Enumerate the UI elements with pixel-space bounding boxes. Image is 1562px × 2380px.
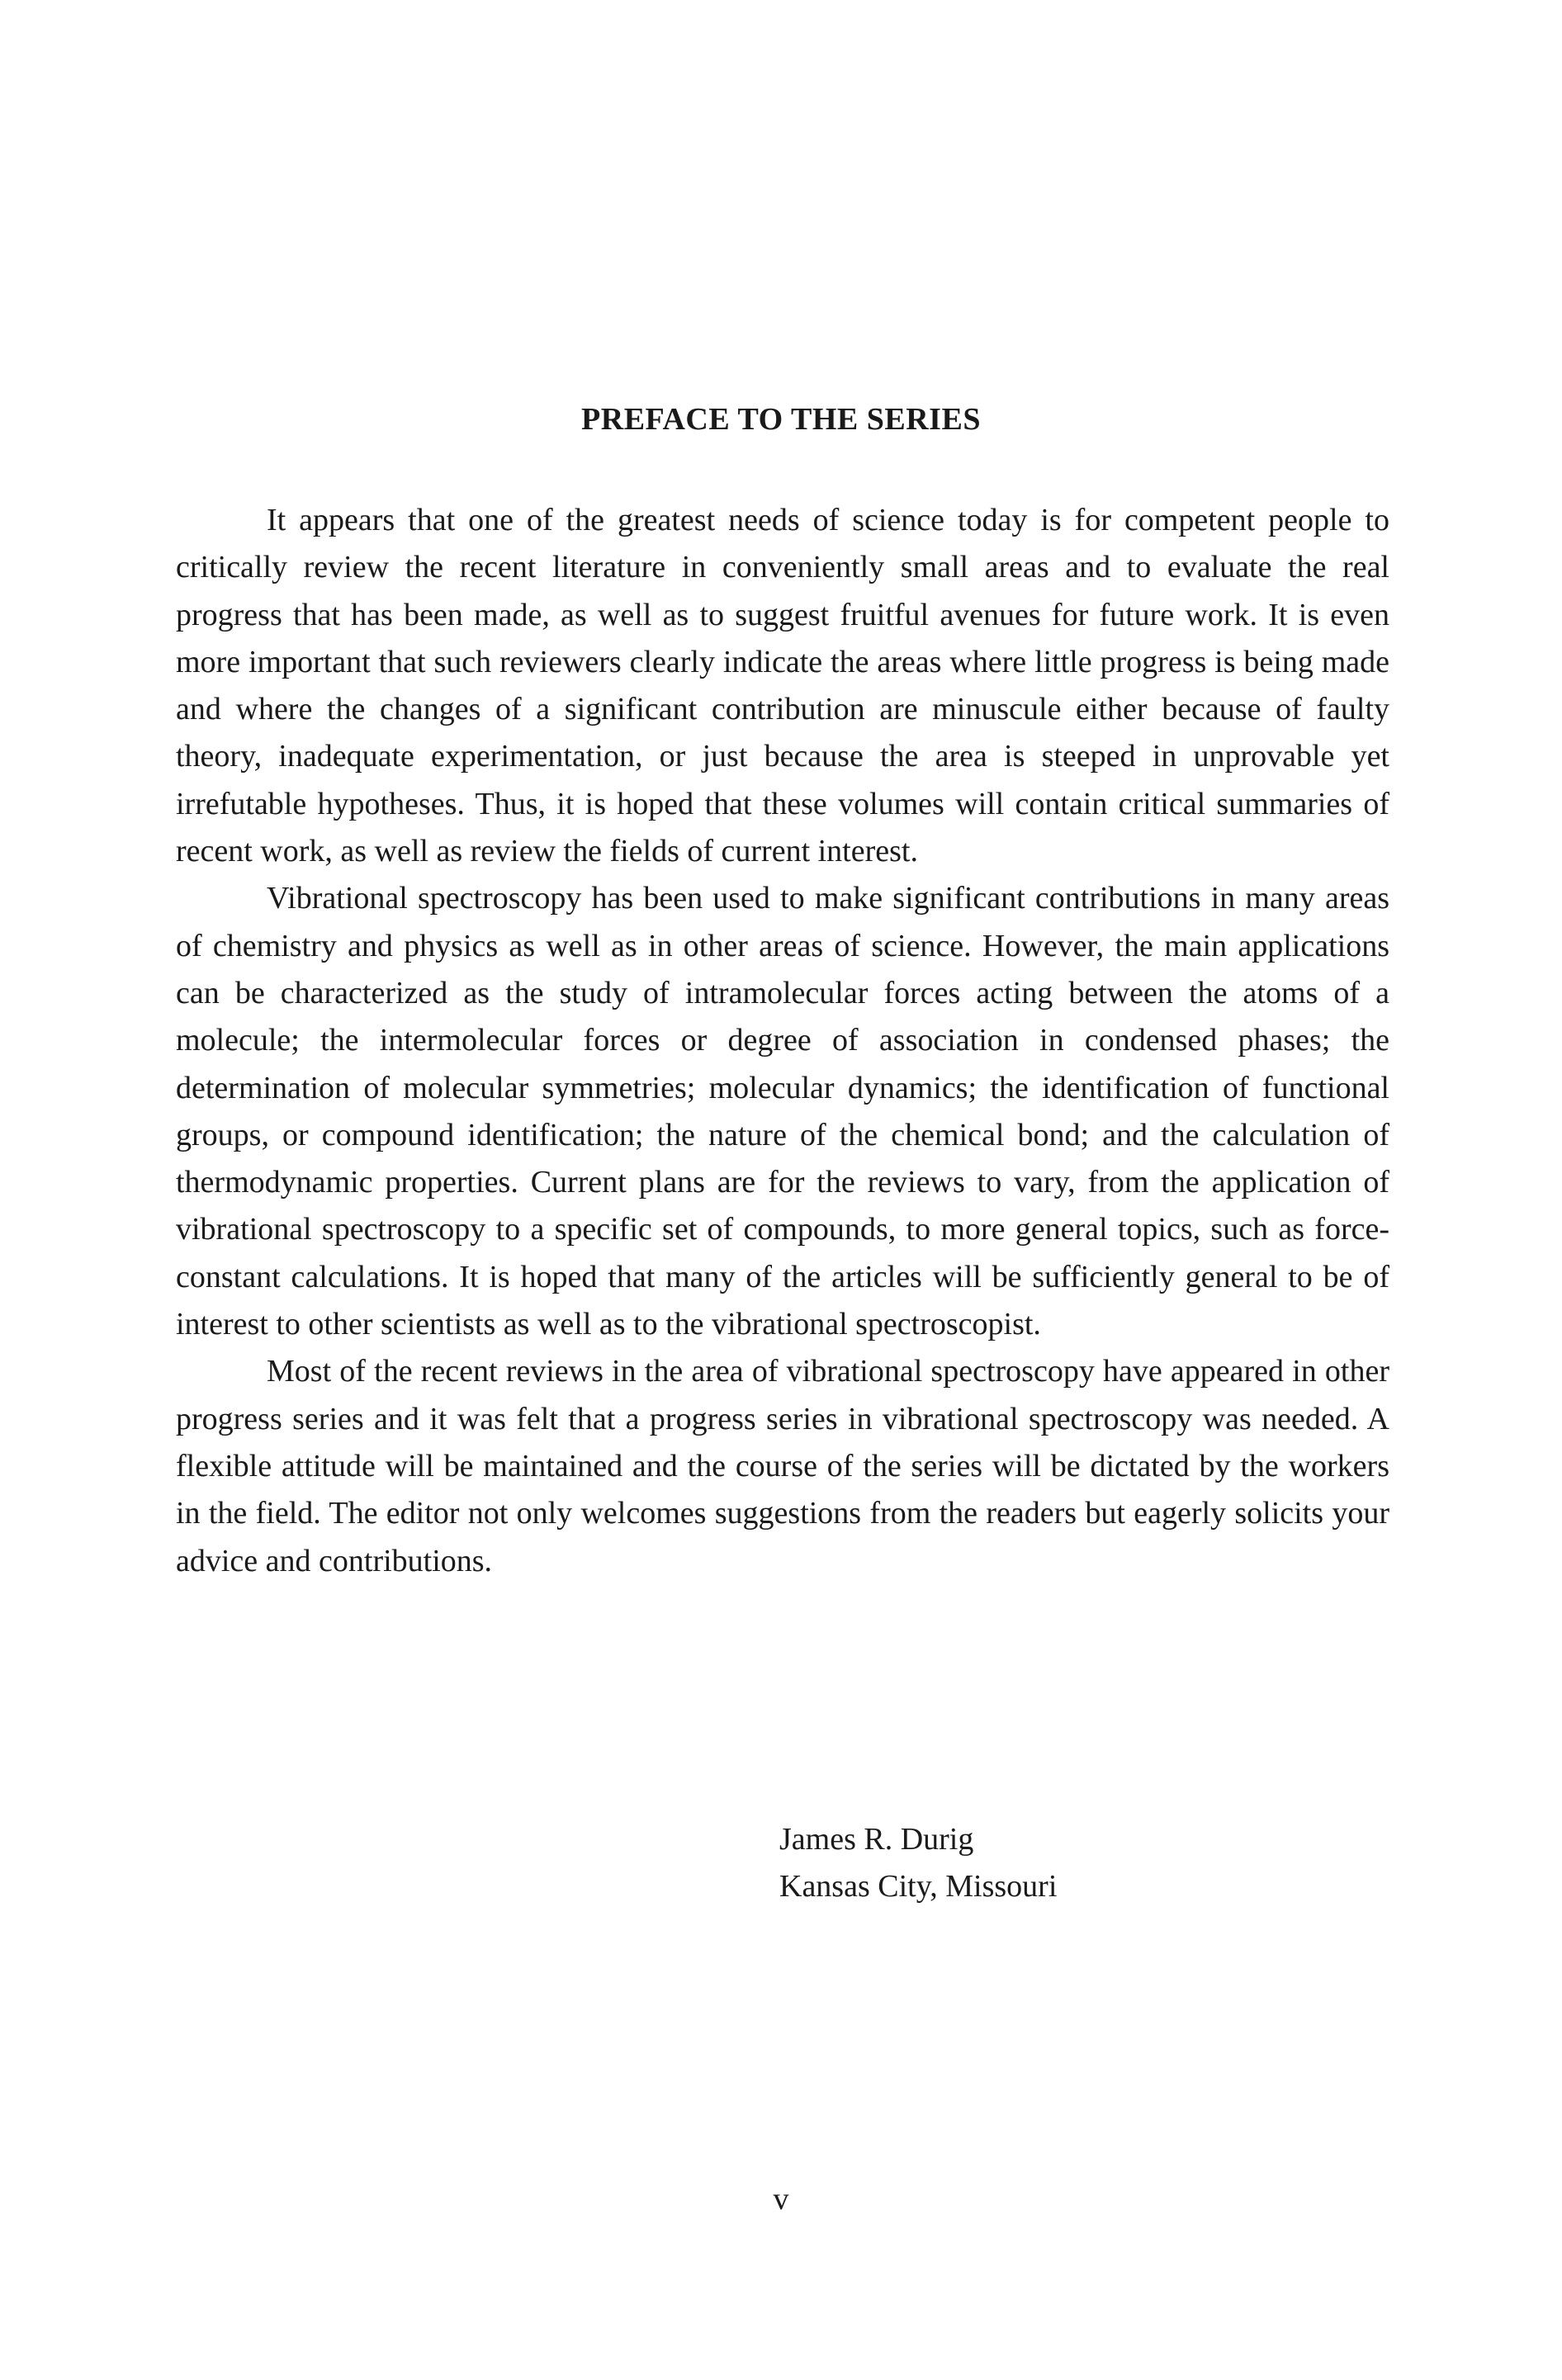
paragraph-1: It appears that one of the greatest needs of science today is for competent people to critically review the recent literature in conveniently small areas and to evaluate the real progress that has been made, as well as to suggest fruitful avenues for future work. It is even more important that such reviewers clearly indicate the areas where little progress is being made and where the changes of a significant contribution are minuscule either because of faulty theory, inadequate experimentation, or just because the area is steeped in unprovable yet irrefutable hypotheses. Thus, it is hoped that these volumes will contain critical summaries of recent work, as well as review the fields of current interest. xyxy=(176,503,1389,869)
paragraph-2: Vibrational spectroscopy has been used to make significant contributions in many areas of chemistry and physics as well as in other areas of science. However, the main applications can be characterized as the study of intramolecular forces acting between the atoms of a molecule; the intermolecular forces or degree of association in condensed phases; the determination of molecular symmetries; molecular dynamics; the identification of functional groups, or compound identification; the nature of the chemical bond; and the calculation of thermodynamic properties. Current plans are for the reviews to vary, from the application of vibrational spectroscopy to a specific set of compounds, to more general topics, such as force-constant calculations. It is hoped that many of the articles will be sufficiently general to be of interest to other scientists as well as to the vibrational spectroscopist. xyxy=(176,881,1389,1342)
signature-name: James R. Durig xyxy=(779,1822,974,1857)
page-title: PREFACE TO THE SERIES xyxy=(581,402,981,437)
page-number: v xyxy=(773,2182,789,2217)
signature-location: Kansas City, Missouri xyxy=(779,1869,1058,1904)
preface-body xyxy=(176,497,1389,1585)
paragraph-3: Most of the recent reviews in the area of vibrational spectroscopy have appeared in other progress series and it was felt that a progress series in vibrational spectroscopy was needed. A flexible attitude will be maintained and the course of the series will be dictated by the workers in the field. The editor not only welcomes suggestions from the readers but eagerly solicits your advice and contributions. xyxy=(176,1354,1389,1578)
signature-block xyxy=(779,1816,1057,1910)
